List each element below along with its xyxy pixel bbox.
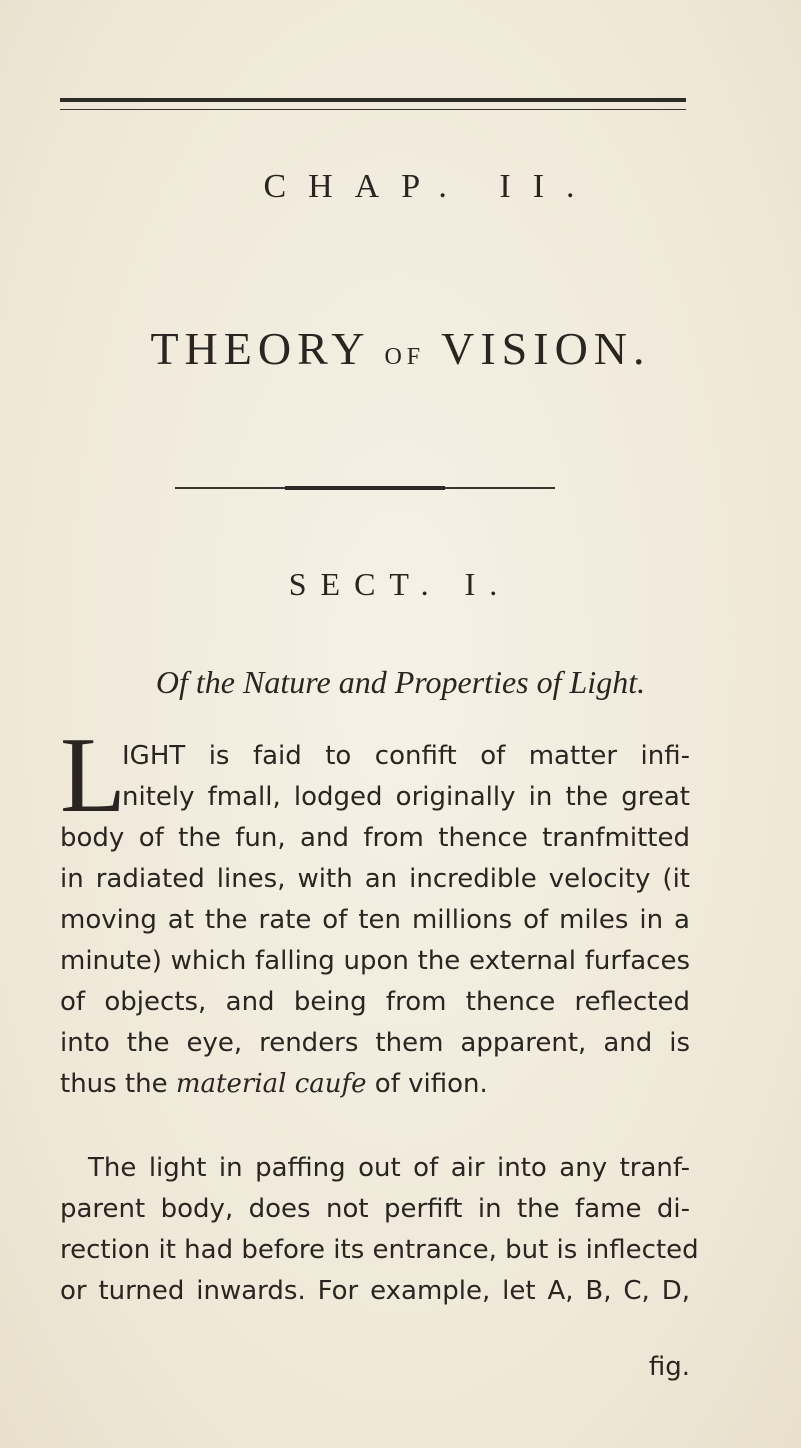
text-line: into the eye, renders them apparent, and is [60, 1028, 690, 1058]
chapter-heading: CHAP. II. [263, 168, 597, 205]
drop-cap: L [60, 716, 126, 835]
text-line: nitely fmall, lodged originally in the great [122, 782, 690, 812]
text-run: of vifion. [366, 1069, 488, 1099]
italic-term: material caufe [175, 1069, 367, 1099]
text-line: IGHT is faid to confift of matter infi- [122, 741, 690, 771]
paragraph-2 [60, 1148, 699, 1312]
text-line: or turned inwards. For example, let A, B, C, D, [60, 1276, 690, 1306]
text-line: moving at the rate of ten millions of miles in a [60, 905, 690, 935]
text-line: minute) which falling upon the external furfaces [60, 946, 690, 976]
text-line: of objects, and being from thence reflected [60, 987, 690, 1017]
top-rule-thin [60, 109, 686, 110]
catchword: fig. [648, 1352, 690, 1382]
text-line-last [60, 1064, 690, 1105]
text-line: rection it had before its entrance, but is inflected [60, 1235, 699, 1265]
section-subtitle: Of the Nature and Properties of Light. [155, 664, 646, 700]
title-part-theory: THEORY [150, 323, 371, 374]
text-line: body of the fun, and from thence tranfmitted [60, 823, 690, 853]
text-run: thus the [60, 1069, 176, 1099]
title-part-vision: VISION. [441, 323, 651, 374]
top-rule-thick [60, 98, 686, 102]
ornamental-rule [175, 487, 555, 489]
chapter-title [0, 322, 801, 375]
text-line: parent body, does not perfift in the fame di- [60, 1194, 690, 1224]
text-line: in radiated lines, with an incredible velocity (it [60, 864, 690, 894]
title-part-of: OF [384, 344, 426, 370]
text-line: The light in paffing out of air into any tranf- [88, 1153, 690, 1183]
section-heading: SECT. I. [288, 566, 512, 602]
paragraph-1 [60, 736, 690, 1105]
